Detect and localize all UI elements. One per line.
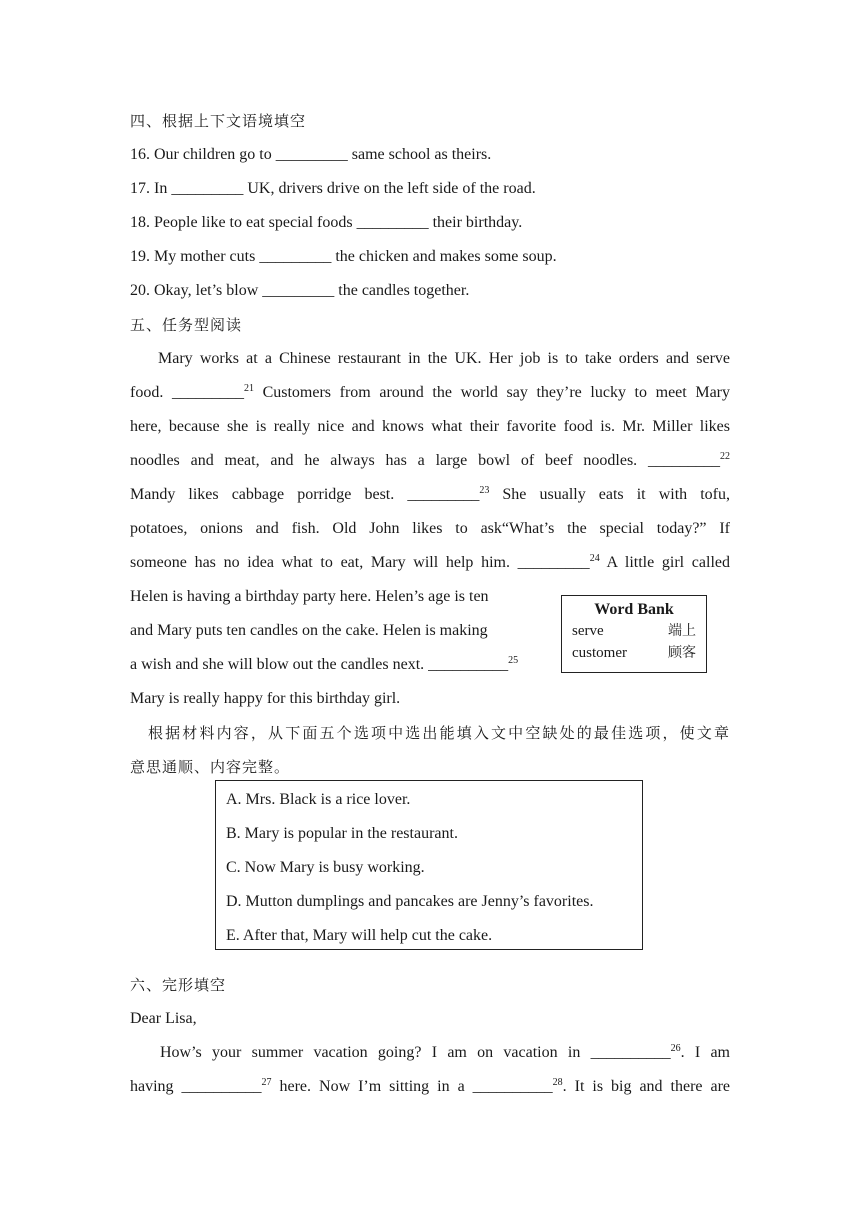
word-bank-row — [572, 620, 696, 642]
option-b: B. Mary is popular in the restaurant. — [226, 825, 458, 842]
word-bank-box — [561, 595, 707, 673]
question-16: 16. Our children go to _________ same school as theirs. — [130, 146, 492, 163]
instruction-line: 意思通顺、内容完整。 — [130, 758, 291, 776]
blank-number-26: 26 — [670, 1043, 681, 1054]
word-bank-title: Word Bank — [594, 601, 674, 618]
blank-number-24: 24 — [589, 553, 600, 564]
option-a: A. Mrs. Black is a rice lover. — [226, 791, 411, 808]
instruction-line: 根据材料内容，从下面五个选项中选出能填入文中空缺处的最佳选项，使文章 — [148, 724, 730, 742]
blank-number-28: 28 — [552, 1077, 563, 1088]
option-c: C. Now Mary is busy working. — [226, 859, 425, 876]
passage-line: Mary works at a Chinese restaurant in the UK. Her job is to take orders and serve — [158, 350, 730, 367]
question-20: 20. Okay, let’s blow _________ the candles together. — [130, 282, 470, 299]
passage-line: Helen is having a birthday party here. Helen’s age is ten — [130, 588, 489, 605]
letter-line: having __________$^{27}$ here. Now I’m sitting in a __________$^{28}$. It is big and there are — [130, 1077, 731, 1095]
passage-line: food. _________$^{21}$ Customers from around the world say they’re lucky to meet Mary — [130, 383, 730, 401]
worksheet-page — [130, 104, 730, 1104]
passage-line: someone has no idea what to eat, Mary will help him. _________$^{24}$ A little girl called — [130, 553, 731, 571]
passage-line: noodles and meat, and he always has a large bowl of beef noodles. _________$^{22}$ — [130, 451, 730, 469]
blank-number-27: 27 — [261, 1077, 272, 1088]
word-bank-en: customer — [572, 645, 627, 661]
word-bank-en: serve — [572, 623, 604, 639]
question-19: 19. My mother cuts _________ the chicken and makes some soup. — [130, 248, 557, 265]
blank-number-21: 21 — [243, 383, 254, 394]
options-box — [215, 780, 643, 950]
question-18: 18. People like to eat special foods _________ their birthday. — [130, 214, 523, 231]
passage-line: Mandy likes cabbage porridge best. _________$^{23}$ She usually eats it with tofu, — [130, 485, 730, 503]
passage-line: here, because she is really nice and knows what their favorite food is. Mr. Miller likes — [130, 418, 730, 435]
word-bank-zh: 端上 — [668, 623, 696, 639]
passage-line: and Mary puts ten candles on the cake. Helen is making — [130, 622, 488, 639]
section-5-heading: 五、任务型阅读 — [130, 316, 243, 334]
option-e: E. After that, Mary will help cut the cake. — [226, 927, 493, 944]
word-bank-row — [572, 642, 696, 664]
passage-line: potatoes, onions and fish. Old John likes to ask“What’s the special today?” If — [130, 520, 730, 537]
section-4-heading: 四、根据上下文语境填空 — [130, 112, 307, 130]
blank-number-22: 22 — [720, 451, 730, 462]
passage-line: Mary is really happy for this birthday girl. — [130, 690, 401, 707]
letter-line: How’s your summer vacation going? I am on vacation in __________$^{26}$. I am — [160, 1043, 731, 1061]
section-6-heading: 六、完形填空 — [130, 976, 227, 994]
blank-number-23: 23 — [479, 485, 490, 496]
blank-number-25: 25 — [508, 655, 519, 666]
passage-line: a wish and she will blow out the candles next. __________$^{25}$ — [130, 655, 519, 673]
instruction — [130, 716, 730, 784]
word-bank-zh: 顾客 — [668, 645, 696, 661]
option-d: D. Mutton dumplings and pancakes are Jenny’s favorites. — [226, 893, 594, 910]
letter-greeting: Dear Lisa, — [130, 1010, 197, 1027]
question-17: 17. In _________ UK, drivers drive on the left side of the road. — [130, 180, 536, 197]
